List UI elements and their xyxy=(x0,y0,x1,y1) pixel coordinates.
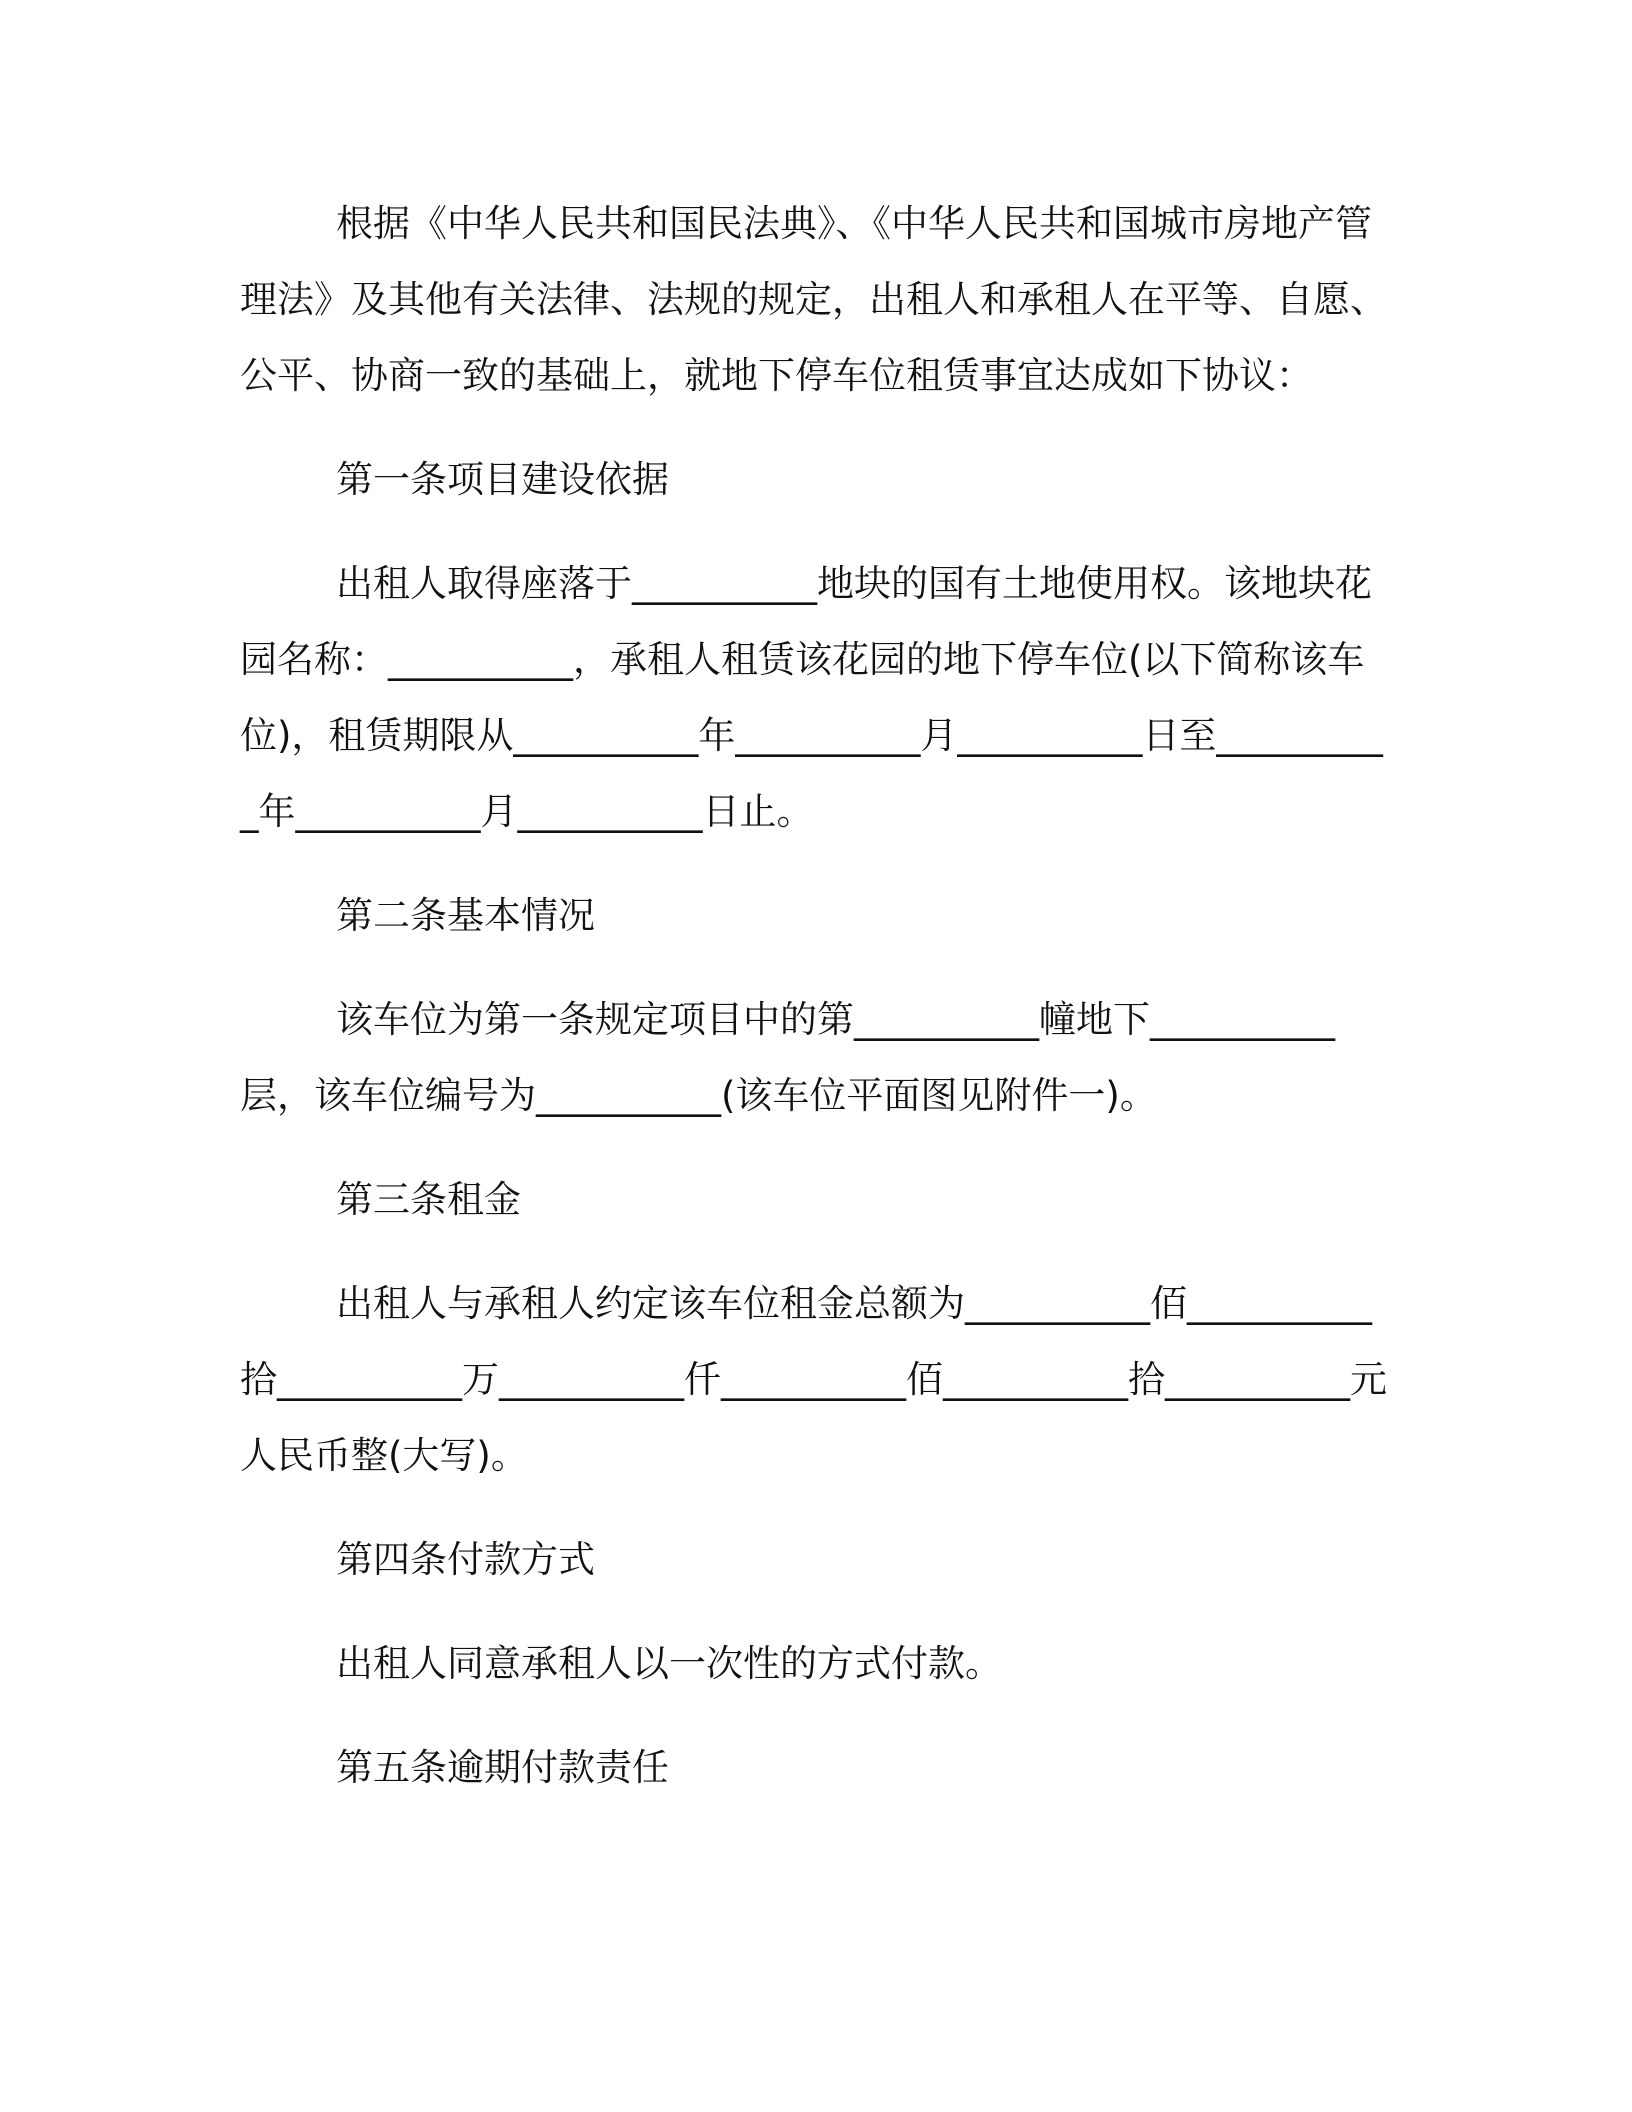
preamble-paragraph: 根据《中华人民共和国民法典》、《中华人民共和国城市房地产管理法》及其他有关法律、法规的规定，出租人和承租人在平等、自愿、公平、协商一致的基础上，就地下停车位租赁事宜达成如下协议： xyxy=(240,202,1387,397)
article-3-heading: 第三条租金 xyxy=(336,1178,521,1221)
article-1-paragraph: 出租人取得座落于__________地块的国有土地使用权。该地块花园名称：__________，承租人租赁该花园的地下停车位(以下简称该车位)，租赁期限从__________年__________月__________日至__________年__________月__________日止。 xyxy=(240,562,1383,833)
article-2-heading: 第二条基本情况 xyxy=(336,894,595,937)
article-5-heading: 第五条逾期付款责任 xyxy=(336,1746,669,1789)
article-2-paragraph: 该车位为第一条规定项目中的第__________幢地下__________层，该车位编号为__________(该车位平面图见附件一)。 xyxy=(240,998,1335,1117)
article-1-heading: 第一条项目建设依据 xyxy=(336,458,669,501)
article-4-paragraph: 出租人同意承租人以一次性的方式付款。 xyxy=(336,1642,1002,1685)
article-3-paragraph: 出租人与承租人约定该车位租金总额为__________佰__________拾__________万__________仟__________佰__________拾__________元人民币整(大写)。 xyxy=(240,1282,1387,1477)
document-body xyxy=(240,186,1400,1806)
article-4-heading: 第四条付款方式 xyxy=(336,1538,595,1581)
